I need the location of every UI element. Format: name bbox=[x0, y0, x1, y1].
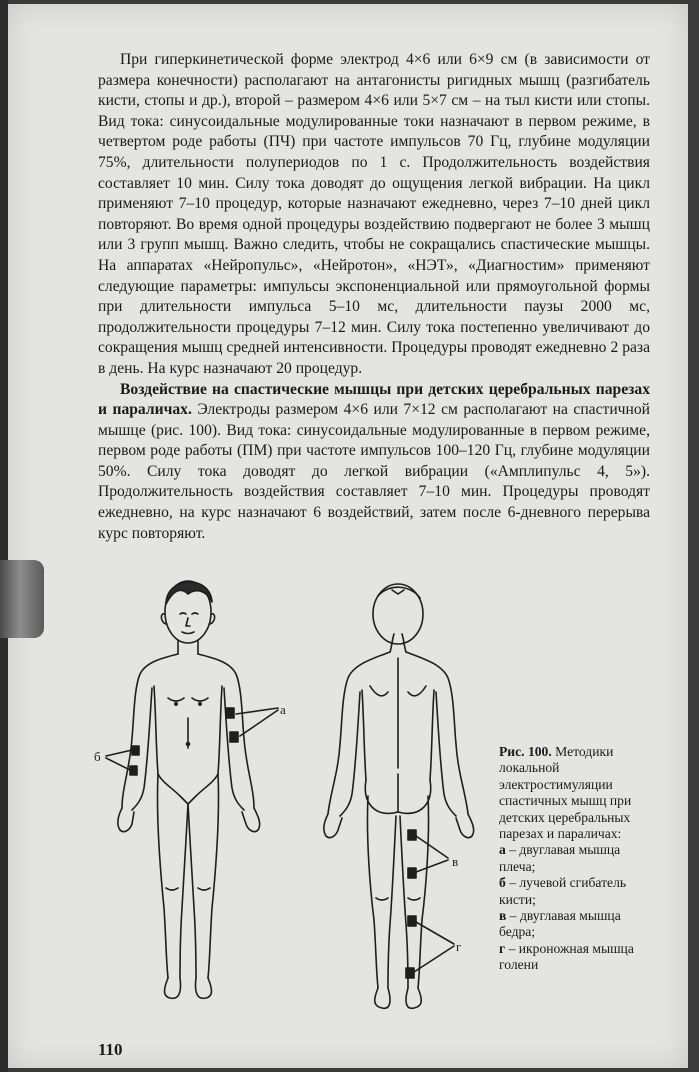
electrode-a-lower bbox=[230, 732, 238, 742]
paragraph-hyperkinetic: При гиперкинетической форме электрод 4×6 или 6×9 см (в зависимости от размера конечности) располагают на антагонисты ригидных мышц (разгибатель кисти, стопы и др.), второй – размером 4×6 или 5×7 см – на тыл кисти или стопы. Вид тока: синусоидальные модулированные токи назначают в первом режиме, в четвертом роде работы (ПЧ) при частоте импульсов 70 Гц, глубине модуляции 75%, длительности полупериодов по 1 с. Продолжительность воздействия составляет 10 мин. Силу тока доводят до ощущения легкой вибрации. На цикл применяют 7–10 процедур, которые назначают ежедневно, через 7–10 дней цикл повторяют. Во время одной процедуры воздействию подвергают не более 3 мышц или 3 групп мышц. Важно следить, чтобы не сокращались спастические мышцы. На аппаратах «Нейропульс», «Нейротон», «НЭТ», «Диагностим» применяют следующие параметры: импульсы экспоненциальной или прямоугольной формы при длительности импульса 5–10 мс, длительности паузы 2000 мс, продолжительности процедуры 7–12 мин. Силу тока постепенно увеличивают до сокращения мышц средней интенсивности. Процедуры проводят ежедневно 2 раза в день. На курс назначают 20 процедур. bbox=[98, 51, 650, 377]
caption-title: Рис. 100. bbox=[499, 744, 552, 759]
figure-label-v: в bbox=[452, 854, 459, 869]
electrode-b-upper bbox=[132, 746, 139, 755]
electrode-a-upper bbox=[226, 708, 234, 718]
caption-item: а – двуглавая мышца плеча; bbox=[499, 842, 621, 874]
caption-item: в – двуглавая мышца бедра; bbox=[499, 908, 621, 940]
electrode-v-lower bbox=[408, 868, 416, 878]
figure-100-body-diagram bbox=[92, 568, 502, 1018]
electrode-v-upper bbox=[408, 830, 416, 840]
paragraph-body: Электроды размером 4×6 или 7×12 см располагают на спастичной мышце (рис. 100). Вид тока: синусоидальные модулированные в первом режиме, первом роде работы (ПМ) при частоте импульсов 100–120 Гц, глубине модуляции 50%. Силу тока доводят до легкой вибрации («Амплипульс 4, 5»). Продолжительность воздействия составляет 7–10 мин. Процедуры проводят ежедневно, на курс назначают 6 воздействий, затем после 6-дневного перерыва курс повторяют. bbox=[98, 401, 650, 542]
paragraph-heading: Воздействие на спастические мышцы при детских церебральных парезах и параличах. bbox=[98, 380, 650, 419]
figure-label-a: а bbox=[280, 702, 286, 717]
caption-item: г – икроножная мышца голени bbox=[499, 940, 634, 973]
figure-caption bbox=[499, 744, 649, 974]
figure-label-g: г bbox=[456, 939, 462, 954]
front-body-figure bbox=[106, 581, 278, 998]
back-body-figure bbox=[324, 584, 474, 1008]
body-text bbox=[98, 50, 650, 544]
paragraph-spastic bbox=[98, 380, 650, 545]
electrode-g-lower bbox=[406, 968, 414, 978]
figure-label-b: б bbox=[94, 749, 101, 764]
page-number: 110 bbox=[98, 1040, 123, 1059]
electrode-g-upper bbox=[408, 916, 416, 926]
book-spine-shadow bbox=[0, 0, 8, 1072]
electrode-b-lower bbox=[130, 766, 137, 775]
page-clip bbox=[0, 560, 44, 638]
caption-text: Методики локальной электростимуляции спастичных мышц при детских церебральных парезах и параличах: bbox=[499, 744, 632, 842]
caption-item: б – лучевой сгибатель кисти; bbox=[499, 875, 627, 907]
